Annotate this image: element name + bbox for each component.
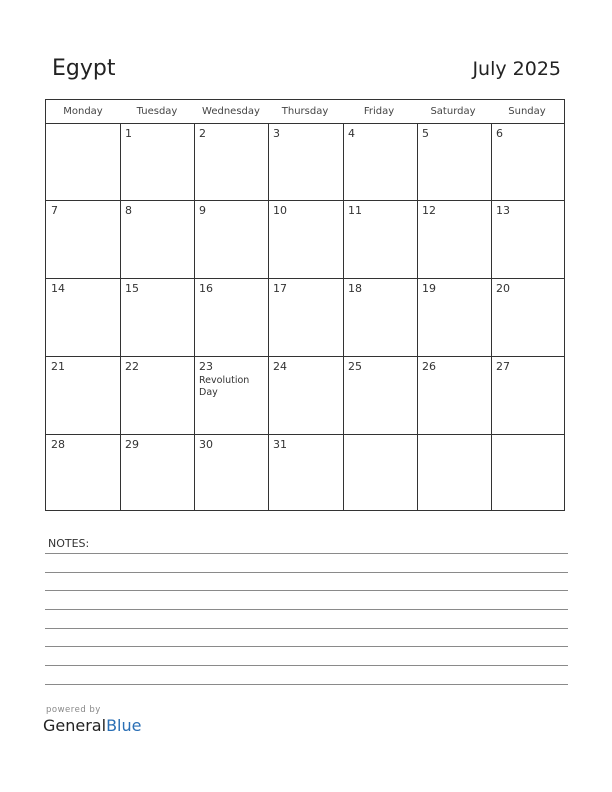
day-number: 3 (273, 127, 280, 140)
grid-line (194, 124, 195, 510)
day-number: 24 (273, 360, 287, 373)
weekday-monday: Monday (63, 106, 103, 117)
holiday-label: Revolution Day (199, 375, 250, 398)
day-number: 23 (199, 360, 213, 373)
grid-line (46, 200, 564, 201)
notes-line (45, 646, 568, 647)
notes-line (45, 684, 568, 685)
day-number: 29 (125, 438, 139, 451)
weekday-friday: Friday (363, 106, 395, 117)
month-title: July 2025 (472, 58, 561, 80)
day-number: 31 (273, 438, 287, 451)
day-number: 9 (199, 204, 206, 217)
day-number: 30 (199, 438, 213, 451)
notes-line (45, 590, 568, 591)
day-number: 13 (496, 204, 510, 217)
calendar-grid (45, 99, 565, 511)
day-number: 12 (422, 204, 436, 217)
notes-line (45, 572, 568, 573)
grid-line (417, 124, 418, 510)
grid-line (46, 356, 564, 357)
grid-line (268, 124, 269, 510)
brand-logo[interactable] (43, 716, 141, 735)
day-number: 26 (422, 360, 436, 373)
notes-line (45, 609, 568, 610)
weekday-tuesday: Tuesday (136, 106, 178, 117)
notes-line (45, 628, 568, 629)
day-number: 1 (125, 127, 132, 140)
day-number: 7 (51, 204, 58, 217)
weekday-wednesday: Wednesday (202, 106, 260, 117)
powered-by-text: powered by (46, 705, 101, 715)
country-title: Egypt (52, 56, 116, 81)
weekday-thursday: Thursday (281, 106, 329, 117)
day-number: 14 (51, 282, 65, 295)
day-number: 10 (273, 204, 287, 217)
day-number: 18 (348, 282, 362, 295)
day-number: 20 (496, 282, 510, 295)
grid-line (120, 124, 121, 510)
day-number: 22 (125, 360, 139, 373)
grid-line (46, 434, 564, 435)
day-number: 8 (125, 204, 132, 217)
day-number: 15 (125, 282, 139, 295)
brand-general: General (43, 716, 107, 735)
day-number: 21 (51, 360, 65, 373)
weekday-saturday: Saturday (430, 106, 476, 117)
notes-line (45, 665, 568, 666)
day-number: 17 (273, 282, 287, 295)
grid-line (491, 124, 492, 510)
notes-line (45, 553, 568, 554)
grid-line (46, 278, 564, 279)
day-number: 5 (422, 127, 429, 140)
grid-line (46, 123, 564, 124)
notes-label: NOTES: (48, 537, 90, 550)
day-number: 11 (348, 204, 362, 217)
brand-blue: Blue (106, 716, 142, 735)
day-number: 2 (199, 127, 206, 140)
day-number: 28 (51, 438, 65, 451)
day-number: 25 (348, 360, 362, 373)
day-number: 27 (496, 360, 510, 373)
grid-line (343, 124, 344, 510)
day-number: 16 (199, 282, 213, 295)
day-number: 4 (348, 127, 355, 140)
day-number: 19 (422, 282, 436, 295)
day-number: 6 (496, 127, 503, 140)
weekday-sunday: Sunday (508, 106, 546, 117)
